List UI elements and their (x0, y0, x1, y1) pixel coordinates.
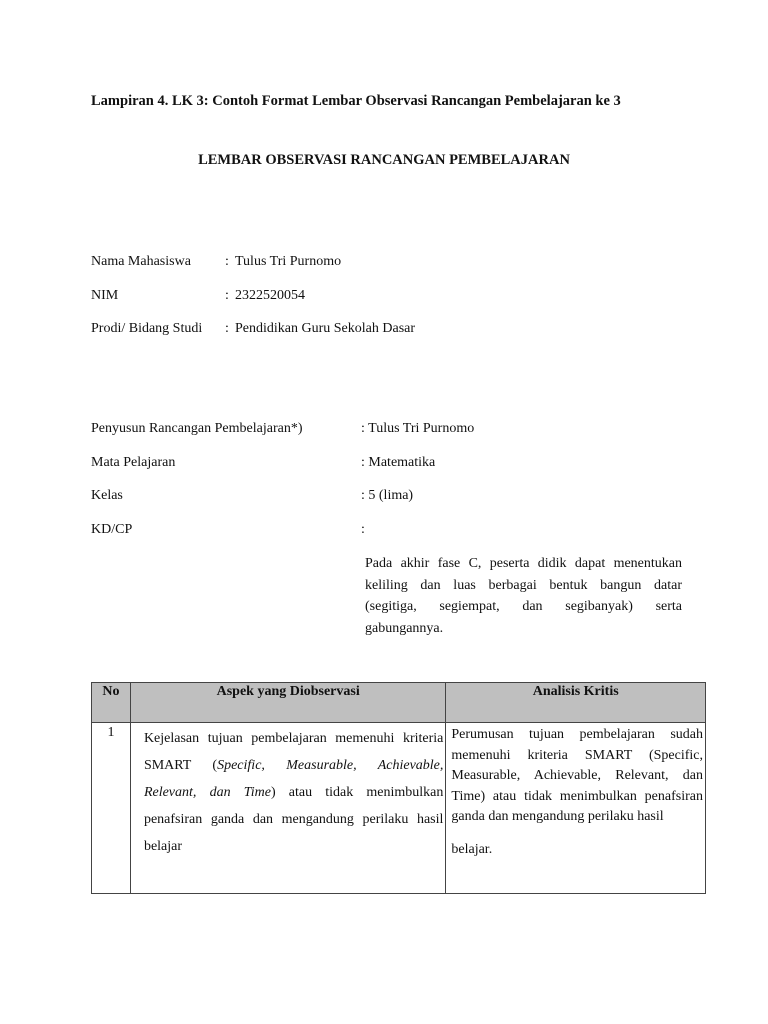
plan-subject-value: : Matematika (361, 454, 436, 470)
plan-class-label: Kelas (91, 488, 123, 503)
student-prodi-label: Prodi/ Bidang Studi (91, 321, 203, 336)
analysis-text: Perumusan tujuan pembelajaran sudah memenuhi kriteria SMART (Specific, Measurable, Achievable, Relevant, dan Time) atau tidak menimbulkan penafsiran ganda dan mengandung perilaku hasil (451, 727, 703, 824)
table-header-row (92, 683, 706, 723)
analysis-text-end: belajar. (451, 841, 493, 857)
plan-kdcp-label: KD/CP (91, 521, 133, 537)
kd-cp-text: Pada akhir fase C, peserta didik dapat menentukan keliling dan luas berbagai bentuk bangun datar (segitiga, segiempat, dan segibanyak) serta gabungannya. (365, 556, 682, 636)
student-prodi-value: Pendidikan Guru Sekolah Dasar (235, 321, 416, 336)
student-nim-label: NIM (91, 287, 119, 303)
table-row (92, 723, 706, 894)
plan-subject-label: Mata Pelajaran (91, 454, 176, 470)
colon: : (225, 254, 229, 269)
colon: : (225, 287, 229, 303)
aspect-text-end: ) atau tidak menimbulkan penafsiran ganda dan mengandung perilaku hasil belajar (143, 785, 444, 854)
form-title: LEMBAR OBSERVASI RANCANGAN PEMBELAJARAN (198, 152, 570, 168)
plan-author-label: Penyusun Rancangan Pembelajaran*) (91, 421, 303, 436)
header-no: No (92, 683, 131, 723)
plan-kdcp-value: : (361, 521, 365, 537)
student-nim-value: 2322520054 (235, 287, 305, 303)
student-name-label: Nama Mahasiswa (91, 254, 191, 269)
row-number: 1 (92, 723, 131, 894)
aspect-text: Kejelasan tujuan pembelajaran memenuhi kriteria SMART ( (143, 731, 444, 773)
header-aspect: Aspek yang Diobservasi (130, 683, 445, 723)
aspect-italic-text: Specific, Measurable, Achievable, Relevant, dan Time (143, 758, 444, 800)
observation-table (91, 682, 706, 894)
appendix-title: Lampiran 4. LK 3: Contoh Format Lembar Observasi Rancangan Pembelajaran ke 3 (91, 93, 621, 109)
header-analysis: Analisis Kritis (446, 683, 706, 723)
plan-author-value: : Tulus Tri Purnomo (361, 421, 475, 436)
plan-class-value: : 5 (lima) (361, 488, 414, 503)
analysis-cell (446, 723, 706, 894)
aspect-cell (130, 723, 445, 894)
student-name-value: Tulus Tri Purnomo (235, 254, 342, 269)
colon: : (225, 321, 229, 336)
